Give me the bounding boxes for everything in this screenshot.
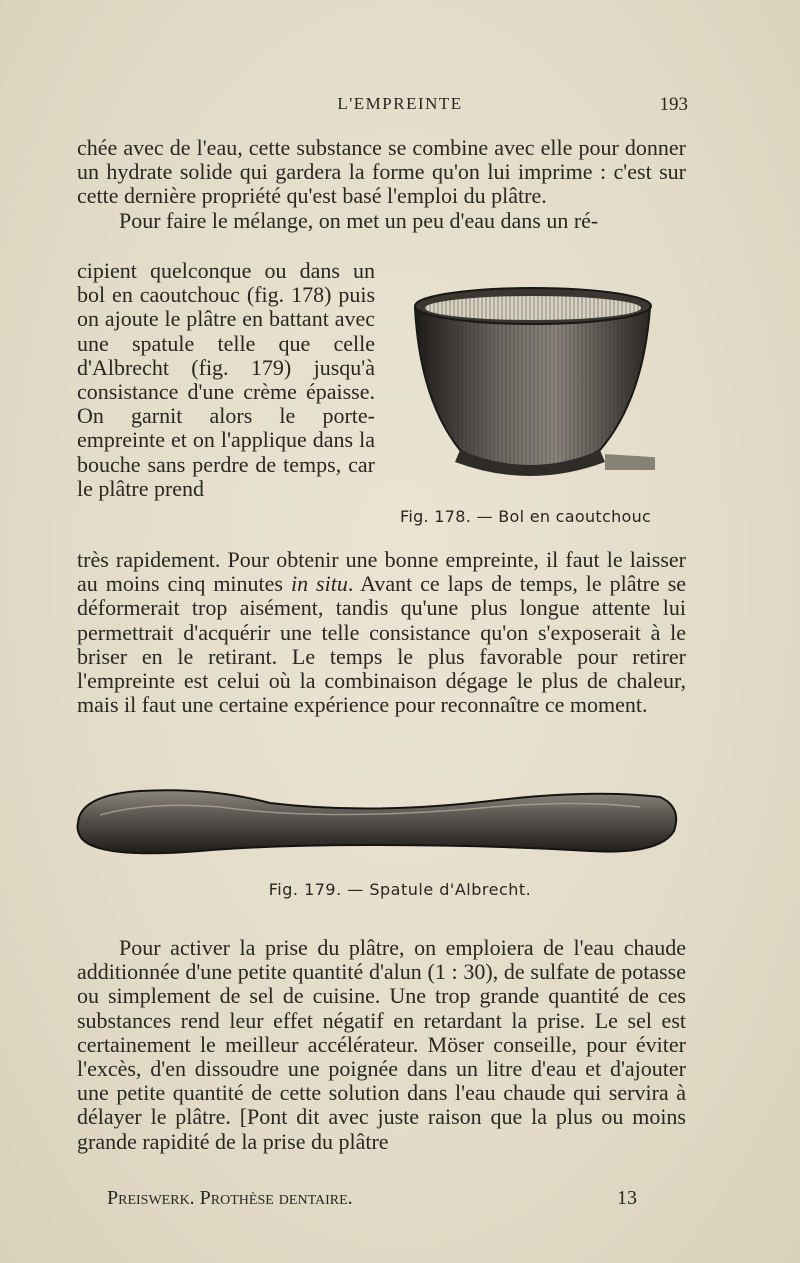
text-block-top — [77, 136, 686, 233]
paragraph-1: chée avec de l'eau, cette substance se combine avec elle pour donner un hydrate solide qui gardera la forme qu'on lui imprime : c'est sur cette dernière propriété qu'est basé l'emploi du plâtre. — [77, 135, 686, 209]
paragraph-2-wrapped: cipient quelconque ou dans un bol en caoutchouc (fig. 178) puis on ajoute le plâtre en battant avec une spatule telle que celle d'Albrecht (fig. 179) jusqu'à consistance d'une crème épaisse. On garnit alors le porte-empreinte et on l'applique dans la bouche sans perdre de temps, car le plâtre prend — [77, 258, 375, 501]
text-block-bottom — [77, 936, 686, 1154]
running-header: L'EMPREINTE — [337, 94, 463, 113]
page-number: 193 — [659, 94, 688, 115]
paragraph-2-rest-b: . Avant ce laps de temps, le plâtre se déformerait trop aisément, tandis qu'une plus longue attente lui permettrait d'acquérir une telle consistance qu'on s'exposerait à le briser en le retirant. Le temps le plus favorable pour retirer l'empreinte est celui où la combinaison dégage le plus de chaleur, mais il faut une certaine expérience pour reconnaître ce moment. — [77, 571, 687, 718]
paragraph-2-first-line: Pour faire le mélange, on met un peu d'eau dans un ré- — [119, 207, 599, 233]
paragraph-2-continued — [77, 548, 686, 717]
footer-sheet-number: 13 — [617, 1187, 637, 1209]
paragraph-3: Pour activer la prise du plâtre, on emploiera de l'eau chaude additionnée d'une petite quantité d'alun (1 : 30), de sulfate de potasse ou simplement de sel de cuisine. Une trop grande quantité de ces substances rend leur effet négatif en retardant la prise. Le sel est certainement le meilleur accélérateur. Möser conseille, pour éviter l'excès, d'en dissoudre une poignée dans un litre d'eau et d'ajouter une petite quantité de cette solution dans l'eau chaude qui servira à délayer le plâtre. [Pont dit avec juste raison que la plus ou moins grande rapidité de la prise du plâtre — [77, 935, 686, 1154]
figure-179-caption: Fig. 179. — Spatule d'Albrecht. — [268, 880, 532, 899]
paragraph-2-rest-a: très rapidement. Pour obtenir une bonne empreinte, il faut le laisser au moins cinq minutes — [77, 547, 686, 597]
italic-in-situ: in situ — [290, 571, 348, 597]
figure-178-caption: Fig. 178. — Bol en caoutchouc — [400, 507, 652, 526]
footer — [107, 1187, 637, 1210]
albrecht-spatula-figure — [70, 775, 682, 865]
footer-signature: Preiswerk. Prothèse dentaire. — [107, 1187, 353, 1209]
rubber-bowl-figure — [405, 280, 655, 500]
